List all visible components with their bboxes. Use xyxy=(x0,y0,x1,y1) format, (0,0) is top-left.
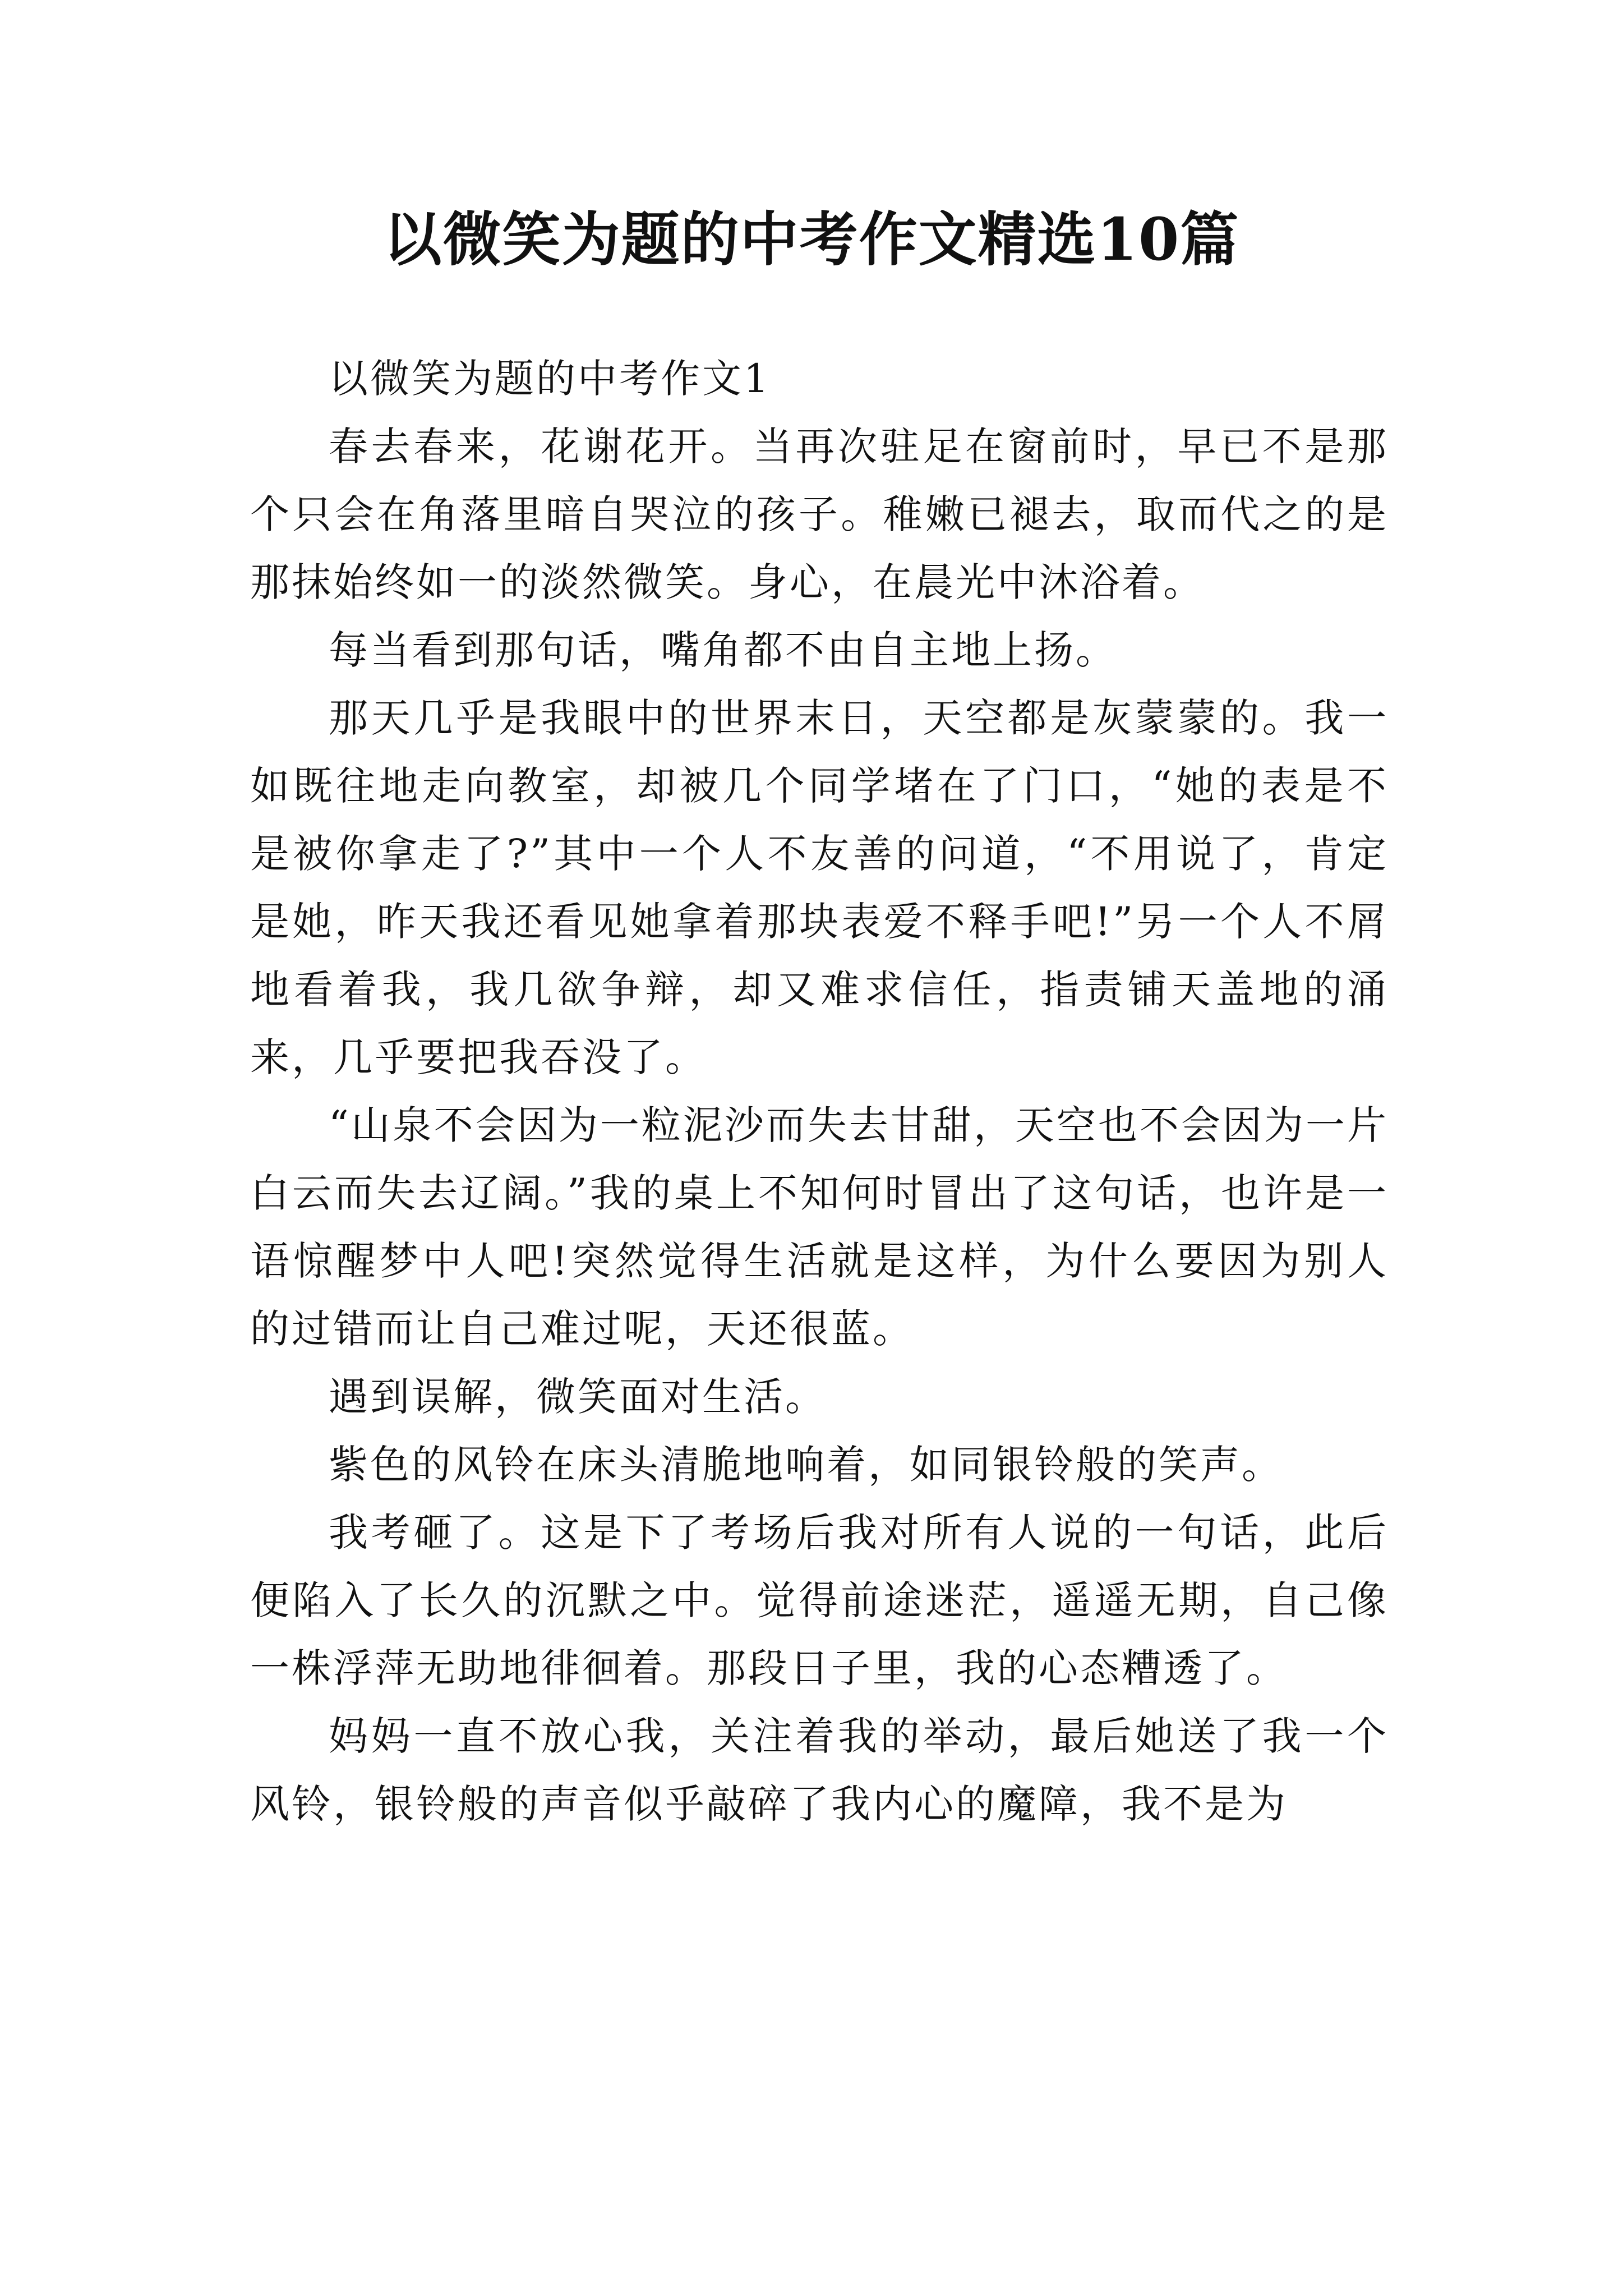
paragraph: “山泉不会因为一粒泥沙而失去甘甜，天空也不会因为一片白云而失去辽阔。”我的桌上不知何时冒出了这句话，也许是一语惊醒梦中人吧!突然觉得生活就是这样，为什么要因为别人的过错而让自己难过呢，天还很蓝。 xyxy=(250,1102,1389,1352)
paragraph: 遇到误解，微笑面对生活。 xyxy=(329,1374,827,1420)
paragraph: 每当看到那句话，嘴角都不由自主地上扬。 xyxy=(329,627,1117,673)
paragraph: 春去春来，花谢花开。当再次驻足在窗前时，早已不是那个只会在角落里暗自哭泣的孩子。稚嫩已褪去，取而代之的是那抹始终如一的淡然微笑。身心，在晨光中沐浴着。 xyxy=(250,424,1389,605)
paragraph: 我考砸了。这是下了考场后我对所有人说的一句话，此后便陷入了长久的沉默之中。觉得前途迷茫，遥遥无期，自己像一株浮萍无助地徘徊着。那段日子里，我的心态糟透了。 xyxy=(250,1510,1389,1691)
paragraph: 紫色的风铃在床头清脆地响着，如同银铃般的笑声。 xyxy=(329,1442,1283,1488)
document-body xyxy=(250,345,1389,1838)
paragraph: 那天几乎是我眼中的世界末日，天空都是灰蒙蒙的。我一如既往地走向教室，却被几个同学堵在了门口，“她的表是不是被你拿走了?”其中一个人不友善的问道，“不用说了，肯定是她，昨天我还看见她拿着那块表爱不释手吧!”另一个人不屑地看着我，我几欲争辩，却又难求信任，指责铺天盖地的涌来，几乎要把我吞没了。 xyxy=(250,695,1389,1080)
section-heading: 以微笑为题的中考作文1 xyxy=(329,356,771,402)
paragraph: 妈妈一直不放心我，关注着我的举动，最后她送了我一个风铃，银铃般的声音似乎敲碎了我内心的魔障，我不是为 xyxy=(250,1713,1389,1827)
document-title: 以微笑为题的中考作文精选10篇 xyxy=(383,205,1240,274)
